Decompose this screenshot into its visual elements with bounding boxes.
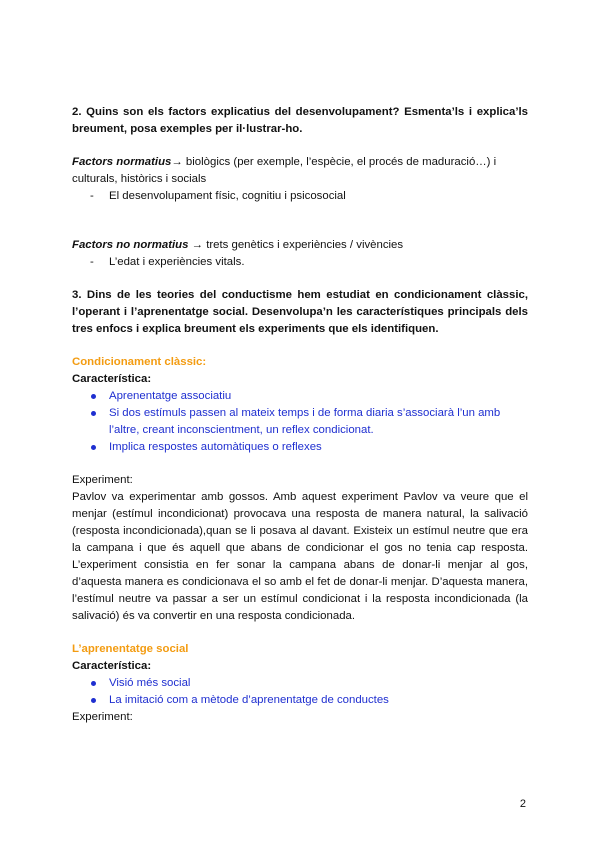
- classic-experiment-label: Experiment:: [72, 474, 133, 486]
- list-item: - El desenvolupament físic, cognitiu i psicosocial: [90, 188, 528, 205]
- factors-normatius-list: [72, 188, 528, 205]
- classic-experiment-text: Pavlov va experimentar amb gossos. Amb aquest experiment Pavlov va veure que el menjar (estímul incondicionat) provocava una resposta de manera natural, la salivació (resposta incondicionada),quan se li posava al davant. Existeix un estímul neutre que era la campana i que és aquell que abans de condicionar el gos no tenia cap resposta. L’experiment consistia en fer sonar la campana abans de donar-li menjar al gos, d’aquesta manera es condicionava el so amb el fet de donar-li menjar. D’aquesta manera, l’estímul neutre va passar a ser un estímul condicionat i la resposta incondicionada (la salivació) és va convertir en una resposta condicionada.: [72, 491, 528, 622]
- arrow-icon: →: [171, 156, 183, 168]
- list-item: Visió més social: [90, 675, 528, 692]
- factors-normatius-term: Factors normatius: [72, 156, 172, 168]
- document-page: [72, 104, 528, 726]
- factors-no-normatius-term: Factors no normatius: [72, 239, 189, 251]
- list-item: Implica respostes automàtiques o reflexes: [90, 439, 528, 456]
- page-number: 2: [519, 798, 526, 810]
- classic-characteristics-list: [72, 388, 528, 456]
- social-experiment-label: Experiment:: [72, 711, 133, 723]
- arrow-icon: →: [191, 239, 204, 251]
- condicionament-classic-title: Condicionament clàssic:: [72, 356, 207, 368]
- factors-no-normatius-text: trets genètics i experiències / vivències: [203, 239, 404, 251]
- aprenentatge-social-title: L’aprenentatge social: [72, 643, 189, 655]
- social-caracteristica-label: Característica:: [72, 660, 152, 672]
- factors-no-normatius-list: [72, 254, 528, 271]
- list-item: - L’edat i experiències vitals.: [90, 254, 528, 271]
- list-item: Si dos estímuls passen al mateix temps i de forma diaria s’associarà l’un amb l’altre, creant inconscientment, un reflex condicionat.: [90, 405, 528, 439]
- list-item: Aprenentatge associatiu: [90, 388, 528, 405]
- factors-no-normatius-paragraph: [72, 237, 528, 254]
- factors-normatius-paragraph: [72, 154, 528, 188]
- social-characteristics-list: [72, 675, 528, 709]
- list-item: La imitació com a mètode d’aprenentatge de conductes: [90, 692, 528, 709]
- question-3-heading: 3. Dins de les teories del conductisme hem estudiat en condicionament clàssic, l’operant i l’aprenentatge social. Desenvolupa’n les característiques principals dels tres enfocs i explica breument els experiments que els identifiquen.: [72, 289, 528, 335]
- factors-normatius-text: biològics (per exemple, l’espècie, el procés de maduració…) i culturals, històrics i socials: [72, 156, 497, 185]
- question-2-heading: 2. Quins son els factors explicatius del desenvolupament? Esmenta’ls i explica’ls breument, posa exemples per il·lustrar-ho.: [72, 106, 528, 135]
- classic-caracteristica-label: Característica:: [72, 373, 152, 385]
